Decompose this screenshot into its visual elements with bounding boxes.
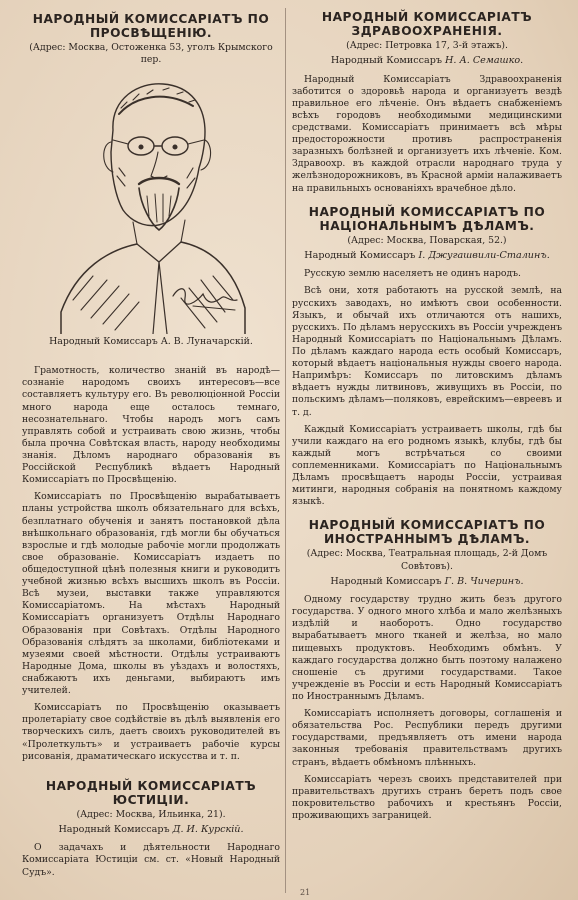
section-title-health: НАРОДНЫЙ КОМИССАРІАТЪ ЗДРАВООХРАНЕНІЯ. (321, 10, 533, 39)
section-justice (22, 779, 280, 879)
section-foreign (292, 518, 562, 822)
paragraph: Русскую землю населяетъ не одинъ народъ. (304, 268, 521, 280)
section-title-education: НАРОДНЫЙ КОМИССАРІАТЪ ПО ПРОСВѢЩЕНІЮ. (32, 12, 270, 41)
commissar-line-justice (22, 824, 280, 836)
commissar-name: Д. И. Курскій. (172, 823, 244, 835)
section-title-foreign: НАРОДНЫЙ КОМИССАРІАТЪ ПО ИНОСТРАННЫМЪ ДѢЛАМЪ. (308, 518, 546, 547)
paragraph: Комиссаріатъ черезъ своихъ представителей при правительствахъ другихъ странъ беретъ подъ свое покровительство рабочихъ и крестьянъ Россіи, проживающихъ заграницей. (292, 773, 562, 821)
commissar-name: І. Джугашвили-Сталинъ. (418, 249, 550, 261)
section-address-health: (Адрес: Петровка 17, 3-й этажъ). (346, 40, 508, 52)
paragraph: Одному государству трудно жить безъ другого государства. У одного много хлѣба и мало желѣзныхъ издѣлій и наоборотъ. Одно государство вырабатываетъ много тканей и желѣза, но мало пищевыхъ продуктовъ. Необходимъ обмѣнъ. У каждаго государства должно быть поэтому налажено сношеніе съ другими государствами. Такое учрежденіе въ Россіи и есть Народный Комиссаріатъ по Иностраннымъ Дѣламъ. (292, 594, 562, 702)
portrait-caption: Народный Комиссаръ А. В. Луначарскій. (49, 336, 253, 348)
commissar-label: Народный Комиссаръ (330, 55, 446, 67)
column-divider (285, 8, 286, 893)
paragraph: О задачахъ и дѣятельности Народнаго Комиссаріата Юстиціи см. ст. «Новый Народный Судъ». (22, 842, 280, 878)
commissar-name: Г. В. Чичеринъ. (444, 575, 524, 587)
paragraph: Каждый Комиссаріатъ устраиваетъ школы, гдѣ бы учили каждаго на его родномъ языкѣ, клубы, гдѣ бы каждый могъ встрѣчаться со своими соплеменниками. Комиссаріатъ по Національнымъ Дѣламъ просвѣщаетъ народы Россіи, устраивая митинги, народныя собранія на понятномъ каждому языкѣ. (292, 423, 562, 508)
portrait-lunacharsky-image (53, 72, 249, 334)
commissar-line-foreign (292, 576, 562, 588)
page-number: 21 (300, 888, 311, 897)
section-address-nationalities: (Адрес: Москва, Поварская, 52.) (347, 234, 507, 246)
section-address-foreign: (Адрес: Москва, Театральная площадь, 2-й Домъ Совѣтовъ). (306, 548, 548, 572)
section-address-justice: (Адрес: Москва, Ильинка, 21). (76, 808, 226, 820)
commissar-label: Народный Комиссаръ (58, 823, 173, 835)
commissar-line-nationalities (292, 250, 562, 262)
paragraph: Комиссаріатъ исполняетъ договоры, соглашенія и обязательства Рос. Республики передъ другими государствами, предъявляетъ отъ имени народа законныя требованія правительствамъ другихъ странъ, вѣдаетъ обмѣномъ плѣнныхъ. (292, 708, 562, 768)
paragraph: Комиссаріатъ по Просвѣщенію оказываетъ пролетаріату свое содѣйствіе въ дѣлѣ выявленія его творческихъ силъ, даетъ своихъ руководителей въ «Пролеткультъ» и устраиваетъ рабочіе курсы рисованія, драматическаго искусства и т. п. (22, 702, 280, 762)
commissar-line-health (292, 55, 562, 67)
left-column (22, 0, 280, 884)
commissar-label: Народный Комиссаръ (330, 575, 445, 587)
section-title-justice: НАРОДНЫЙ КОМИССАРІАТЪ ЮСТИЦІИ. (45, 778, 257, 807)
commissar-name: Н. А. Семашко. (445, 55, 524, 67)
section-nationalities (292, 205, 562, 509)
section-education (22, 12, 280, 763)
paragraph: Всѣ они, хотя работаютъ на русской землѣ, на русскихъ заводахъ, но имѣютъ свои особенности. Языкъ, и обычай ихъ отличаются отъ нашихъ, русскихъ. По дѣламъ нерусскихъ въ Россіи учрежденъ Народный Комиссаріатъ по Національнымъ Дѣламъ. По дѣламъ каждаго народа есть особый Комиссаръ, который вѣдаетъ національныя нужды своего народа. Напримѣръ: Комиссаръ по литовскимъ дѣламъ вѣдаетъ нужды литвиновъ, живущихъ въ Россіи, по польскимъ дѣламъ—поляковъ, еврейскимъ—евреевъ и т. д. (292, 285, 562, 418)
section-address-education: (Адрес: Москва, Остоженка 53, уголъ Крымского пер. (29, 42, 273, 66)
paragraph: Народный Комиссаріатъ Здравоохраненія заботится о здоровьѣ народа и организуетъ вездѣ правильное его лѣченіе. Онъ вѣдаетъ снабженіемъ всѣхъ городовъ необходимыми медицинскими средствами. Комиссаріатъ принимаетъ всѣ мѣры предосторожности противъ распространенія заразныхъ болѣзней и организуетъ ихъ лѣченіе. Ком. Здравоохр. въ каждой отрасли народнаго труда у желѣзнодорожниковъ, въ Красной армiи налаживаетъ на правильныхъ основаніяхъ врачебное дѣло. (292, 73, 562, 194)
paragraph: Комиссаріатъ по Просвѣщенію вырабатываетъ планы устройства школъ обязательнаго для всѣхъ, безплатнаго обученія и занятъ постановкой дѣла внѣшкольнаго образованія, гдѣ могли бы обучаться взрослые и гдѣ молодые рабочіе могли продолжать свое образованіе. Комиссаріатъ издаетъ по общедоступной цѣнѣ полезныя книги и руководитъ учебной жизнью всѣхъ высшихъ школъ въ Россіи. Всѣ музеи, выставки также управляются Комиссаріатомъ. На мѣстахъ Народный Комиссаріатъ организуетъ Отдѣлы Народнаго Образованія при Совѣтахъ. Отдѣлы Народного Образованія слѣдятъ за школами, библіотеками и музеями своей мѣстности. Отдѣлы устраиваютъ Народные Дома, школы въ уѣздахъ и волостяхъ, снабжаютъ ихъ деньгами, выбираютъ имъ учителей. (22, 491, 280, 697)
right-column (292, 0, 562, 827)
section-health (292, 10, 562, 195)
section-title-nationalities: НАРОДНЫЙ КОМИССАРІАТЪ ПО НАЦІОНАЛЬНЫМЪ ДѢЛАМЪ. (308, 204, 546, 233)
paragraph: Грамотность, количество знаній въ народѣ—сознаніе народомъ своихъ интересовъ—все составляетъ культуру его. Въ революціонной Россіи много народа еще осталось темнаго, несознательнаго. Чтобы народъ могъ самъ управлять собой и устраивать свою жизнь, чтобы была прочна Совѣтская власть, народу необходимы знанія. Дѣломъ народнаго образованія въ Россійской Республикѣ вѣдаетъ Народный Комиссаріатъ по Просвѣщенію. (22, 365, 280, 486)
commissar-label: Народный Комиссаръ (304, 249, 419, 261)
